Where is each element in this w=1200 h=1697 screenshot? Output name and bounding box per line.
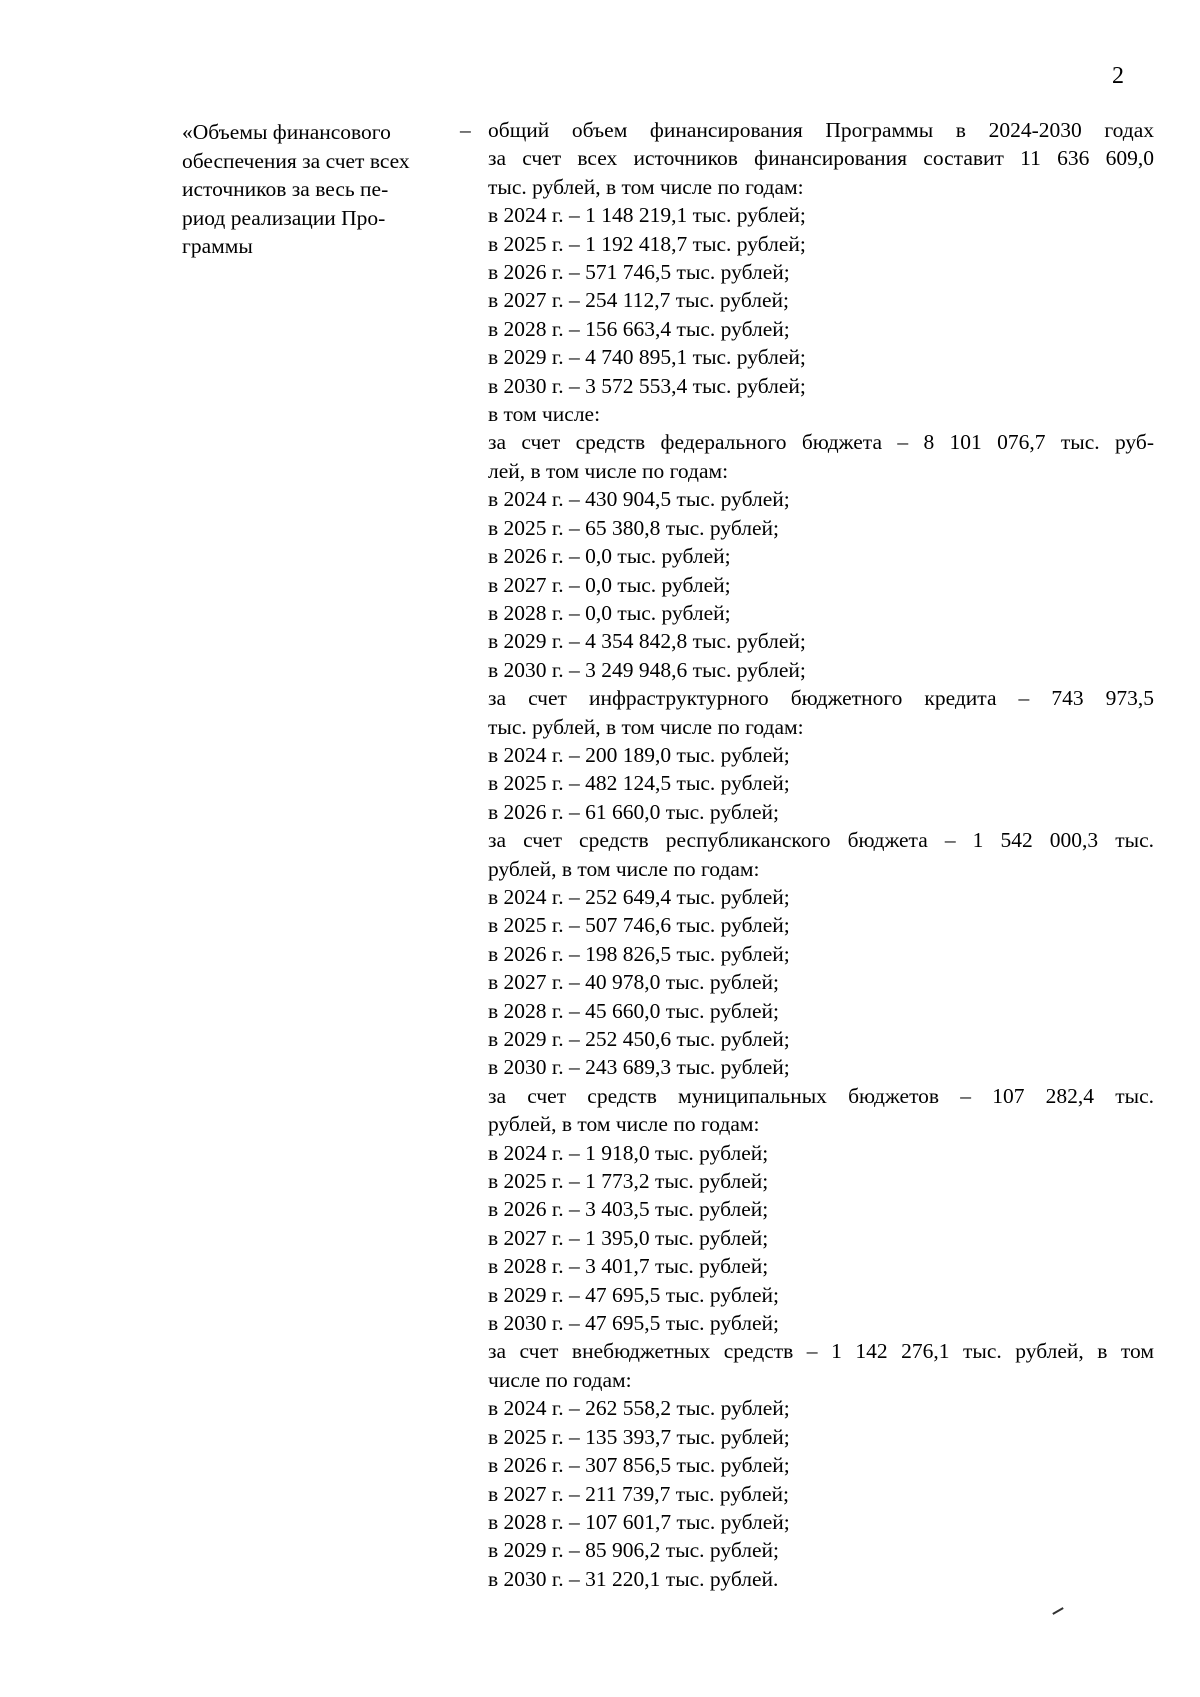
financing-line: в 2029 г. – 252 450,6 тыс. рублей;	[488, 1027, 790, 1051]
financing-line: в 2030 г. – 31 220,1 тыс. рублей.	[488, 1566, 779, 1591]
financing-line: за счет внебюджетных средств – 1 142 276,1 тыс. рублей, в том	[488, 1339, 1154, 1364]
financing-line: в 2029 г. – 4 354 842,8 тыс. рублей;	[488, 629, 806, 654]
financing-line: в 2025 г. – 1 773,2 тыс. рублей;	[488, 1169, 769, 1194]
financing-line: в 2028 г. – 3 401,7 тыс. рублей;	[488, 1254, 769, 1279]
section-label-line: граммы	[182, 234, 253, 258]
financing-line: рублей, в том числе по годам:	[488, 1112, 760, 1137]
financing-line: в 2028 г. – 107 601,7 тыс. рублей;	[488, 1509, 790, 1534]
financing-line: в 2025 г. – 507 746,6 тыс. рублей;	[488, 913, 790, 938]
financing-line: в 2027 г. – 40 978,0 тыс. рублей;	[488, 970, 780, 995]
financing-line: в 2026 г. – 3 403,5 тыс. рублей;	[488, 1197, 769, 1222]
financing-line: в 2026 г. – 198 826,5 тыс. рублей;	[488, 941, 790, 966]
financing-line: лей, в том числе по годам:	[488, 458, 729, 483]
financing-line: в 2025 г. – 65 380,8 тыс. рублей;	[488, 515, 780, 540]
financing-line: за счет инфраструктурного бюджетного кредита – 743 973,5	[488, 686, 1154, 711]
financing-line: за счет средств федерального бюджета – 8 101 076,7 тыс. руб-	[488, 430, 1154, 455]
financing-line: тыс. рублей, в том числе по годам:	[488, 174, 804, 199]
financing-line: в 2030 г. – 3 572 553,4 тыс. рублей;	[488, 373, 806, 398]
financing-line: в 2027 г. – 0,0 тыс. рублей;	[488, 572, 731, 597]
financing-line: рублей, в том числе по годам:	[488, 856, 760, 881]
financing-line: в 2025 г. – 482 124,5 тыс. рублей;	[488, 771, 790, 796]
section-label-line: риод реализации Про-	[182, 205, 386, 230]
page-number: 2	[1112, 63, 1124, 89]
financing-line: в 2026 г. – 571 746,5 тыс. рублей;	[488, 260, 790, 285]
financing-line: числе по годам:	[488, 1367, 632, 1392]
financing-line: в 2026 г. – 61 660,0 тыс. рублей;	[488, 799, 780, 824]
separator-dash: –	[460, 118, 471, 142]
financing-line: в 2024 г. – 1 148 219,1 тыс. рублей;	[488, 203, 806, 228]
financing-line: за счет средств муниципальных бюджетов – 107 282,4 тыс.	[488, 1083, 1154, 1108]
section-label	[182, 118, 454, 261]
financing-line: в 2025 г. – 1 192 418,7 тыс. рублей;	[488, 231, 806, 256]
financing-line: тыс. рублей, в том числе по годам:	[488, 714, 804, 739]
financing-line: в 2030 г. – 47 695,5 тыс. рублей;	[488, 1311, 780, 1336]
financing-line: в 2026 г. – 307 856,5 тыс. рублей;	[488, 1453, 790, 1478]
financing-line: в 2024 г. – 262 558,2 тыс. рублей;	[488, 1396, 790, 1421]
financing-line: в 2027 г. – 211 739,7 тыс. рублей;	[488, 1481, 789, 1506]
financing-line: общий объем финансирования Программы в 2024-2030 годах	[488, 118, 1154, 142]
financing-line: в 2027 г. – 254 112,7 тыс. рублей;	[488, 288, 789, 313]
financing-line: в 2029 г. – 47 695,5 тыс. рублей;	[488, 1282, 780, 1307]
financing-details	[488, 116, 1154, 1593]
scan-mark	[1052, 1607, 1063, 1615]
financing-line: в 2028 г. – 0,0 тыс. рублей;	[488, 600, 731, 625]
section-label-line: обеспечения за счет всех	[182, 148, 410, 173]
financing-line: в 2028 г. – 156 663,4 тыс. рублей;	[488, 316, 790, 341]
financing-line: в 2024 г. – 1 918,0 тыс. рублей;	[488, 1140, 769, 1165]
financing-line: в 2030 г. – 243 689,3 тыс. рублей;	[488, 1055, 790, 1080]
financing-line: в 2024 г. – 252 649,4 тыс. рублей;	[488, 884, 790, 909]
section-label-line: источников за весь пе-	[182, 177, 389, 201]
financing-line: в 2026 г. – 0,0 тыс. рублей;	[488, 544, 731, 569]
financing-line: за счет средств республиканского бюджета – 1 542 000,3 тыс.	[488, 828, 1154, 853]
financing-line: за счет всех источников финансирования составит 11 636 609,0	[488, 146, 1154, 171]
financing-line: в 2029 г. – 85 906,2 тыс. рублей;	[488, 1538, 780, 1563]
financing-line: в 2029 г. – 4 740 895,1 тыс. рублей;	[488, 345, 806, 370]
financing-line: в 2028 г. – 45 660,0 тыс. рублей;	[488, 998, 780, 1023]
financing-line: в 2025 г. – 135 393,7 тыс. рублей;	[488, 1424, 790, 1449]
financing-line: в том числе:	[488, 402, 601, 427]
section-label-line: «Объемы финансового	[182, 120, 391, 144]
financing-line: в 2024 г. – 200 189,0 тыс. рублей;	[488, 742, 790, 767]
financing-line: в 2030 г. – 3 249 948,6 тыс. рублей;	[488, 657, 806, 682]
financing-line: в 2027 г. – 1 395,0 тыс. рублей;	[488, 1225, 769, 1250]
financing-line: в 2024 г. – 430 904,5 тыс. рублей;	[488, 487, 790, 512]
